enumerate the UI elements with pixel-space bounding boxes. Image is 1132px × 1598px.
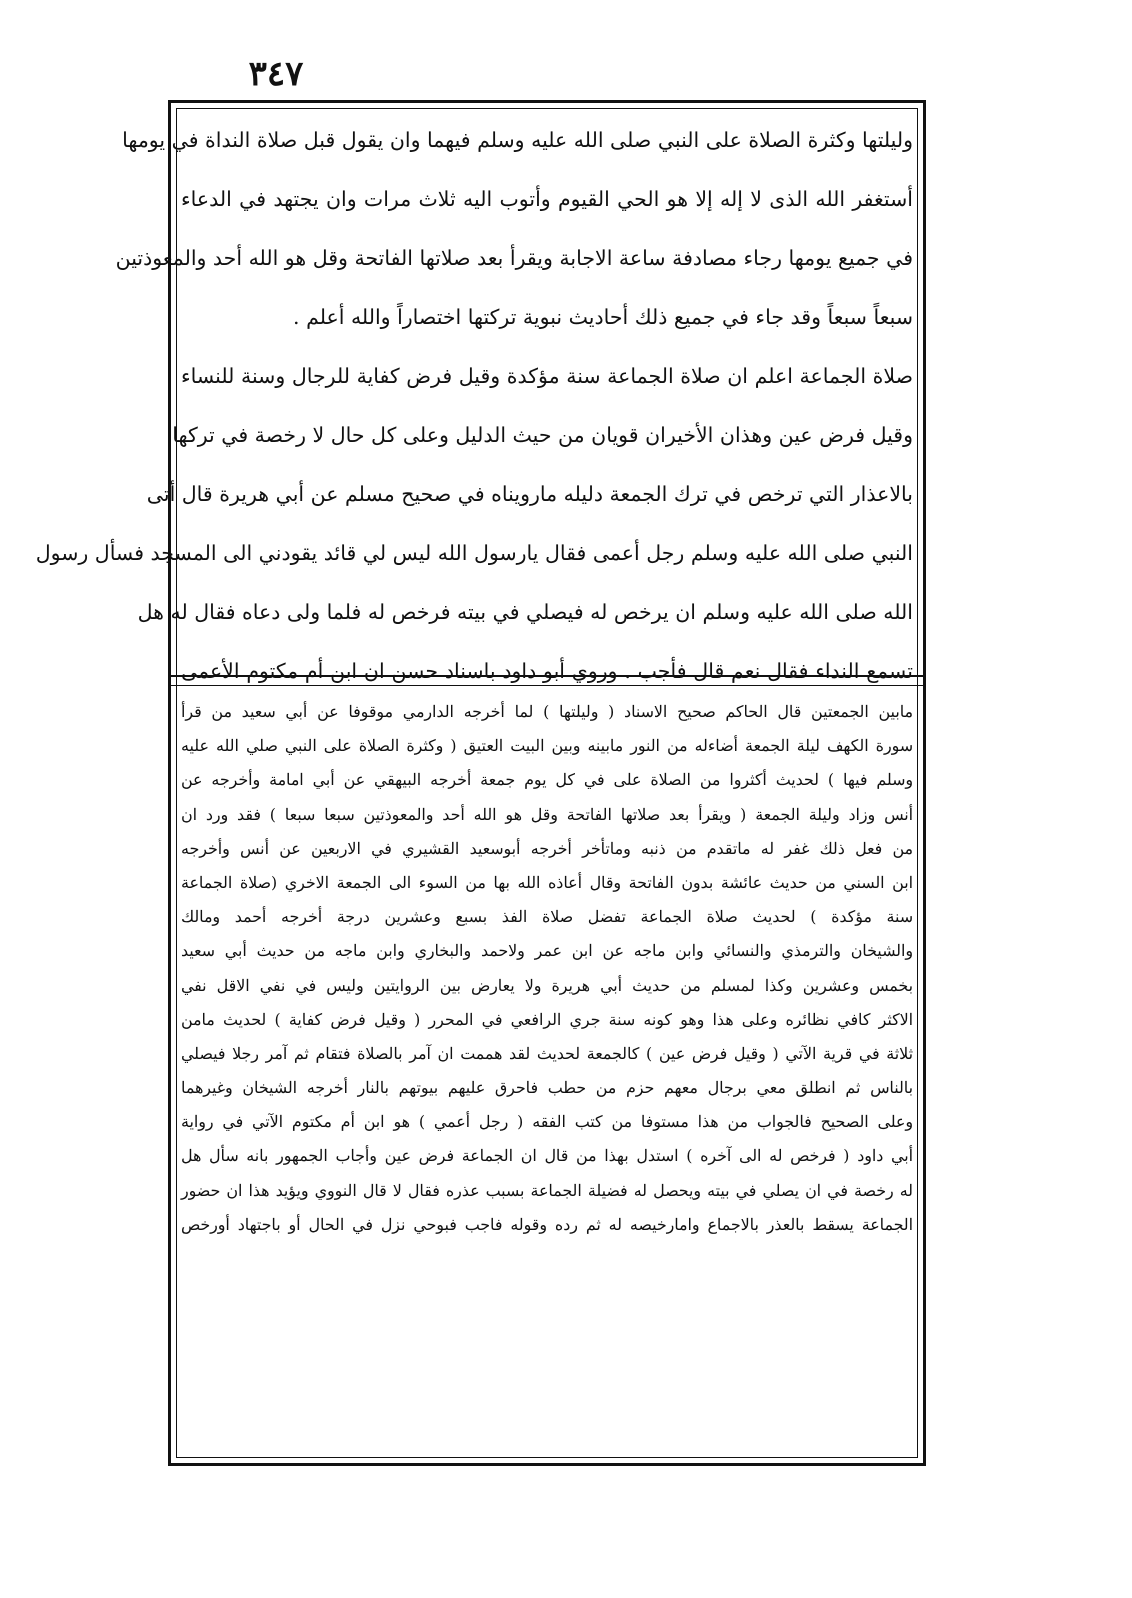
commentary-line: بخمس وعشرين وكذا لمسلم من حديث أبي هريرة ولا يعارض بين الروايتين وليس في نفي الاقل نفي bbox=[181, 975, 913, 995]
commentary-line: أنس وزاد وليلة الجمعة ( ويقرأ بعد صلاتها الفاتحة وقل هو الله أحد والمعوذتين سبعا سبعا ) فقد ورد ان bbox=[181, 804, 913, 824]
commentary-line: أبي داود ( فرخص له الى آخره ) استدل بهذا من قال ان الجماعة فرض عين وأجاب الجمهور بانه سأل هل bbox=[181, 1146, 913, 1166]
divider-rule bbox=[171, 685, 923, 686]
main-text-line: سبعاً سبعاً وقد جاء في جميع ذلك أحاديث نبوية تركتها اختصاراً والله أعلم . bbox=[293, 305, 913, 329]
main-text-line: صلاة الجماعة اعلم ان صلاة الجماعة سنة مؤكدة وقيل فرض كفاية للرجال وسنة للنساء bbox=[181, 364, 913, 388]
commentary-line: بالناس ثم انطلق معي برجال معهم حزم من حطب فاحرق عليهم بيوتهم بالنار أخرجه الشيخان وغيرهما bbox=[181, 1078, 913, 1098]
commentary-line: مابين الجمعتين قال الحاكم صحيح الاسناد ( وليلتها ) لما أخرجه الدارمي موقوفا عن أبي سعيد من قرأ bbox=[181, 702, 913, 721]
commentary-text bbox=[181, 695, 913, 1242]
divider-rule bbox=[171, 675, 923, 677]
commentary-line: سورة الكهف ليلة الجمعة أضاءله من النور مابينه وبين البيت العتيق ( وكثرة الصلاة على النبي صلي الله عليه bbox=[181, 736, 913, 756]
commentary-line: سنة مؤكدة ) لحديث صلاة الجماعة تفضل صلاة الفذ بسبع وعشرين درجة أخرجه أحمد ومالك bbox=[181, 907, 913, 927]
main-text-line: بالاعذار التي ترخص في ترك الجمعة دليله مارويناه في صحيح مسلم عن أبي هريرة قال أتى bbox=[146, 482, 913, 506]
commentary-line: والشيخان والترمذي والنسائي وابن ماجه عن ابن عمر ولاحمد والبخاري وابن ماجه من حديث أبي سعيد bbox=[181, 941, 913, 961]
commentary-line: الجماعة يسقط بالعذر بالاجماع وامارخيصه له ثم رده وقوله فاجب فبوحي نزل في الحال أو باجتهاد أورخص bbox=[181, 1214, 913, 1234]
main-text bbox=[35, 111, 913, 701]
commentary-line: ابن السني من حديث عائشة بدون الفاتحة وقال أعاذه الله بها من السوء الى الجمعة الاخري (صلاة الجماعة bbox=[181, 872, 913, 892]
commentary-line: من فعل ذلك غفر له ماتقدم من ذنبه وماتأخر أخرجه أبوسعيد القشيري في الاربعين عن أنس وأخرجه bbox=[181, 838, 913, 858]
main-text-line: النبي صلى الله عليه وسلم رجل أعمى فقال يارسول الله ليس لي قائد يقودني الى المسجد فسأل رسول bbox=[35, 541, 913, 565]
page-number: ٣٤٧ bbox=[248, 54, 304, 94]
main-text-line: وقيل فرض عين وهذان الأخيران قويان من حيث الدليل وعلى كل حال لا رخصة في تركها bbox=[172, 423, 913, 447]
commentary-line: وعلى الصحيح فالجواب من هذا مستوفا من كتب الفقه ( رجل أعمي ) هو ابن أم مكتوم الآتي في رواية bbox=[181, 1112, 913, 1132]
page-frame bbox=[35, 100, 926, 1466]
commentary-line: له رخصة في ان يصلي في بيته ويحصل له فضيلة الجماعة بسبب عذره فقال لا قال النووي ويؤيد هذا ان حضور bbox=[181, 1180, 913, 1200]
commentary-line: وسلم فيها ) لحديث أكثروا من الصلاة على في كل يوم جمعة أخرجه البيهقي عن أبي امامة وأخرجه عن bbox=[181, 770, 913, 790]
commentary-line: الاكثر كافي نظائره وعلى هذا وهو كونه سنة جري الرافعي في المحرر ( وقيل فرض كفاية ) لحديث مامن bbox=[181, 1009, 913, 1029]
commentary-line: ثلاثة في قرية الآتي ( وقيل فرض عين ) كالجمعة لحديث لقد هممت ان آمر بالصلاة فتقام ثم آمر رجلا فيصلي bbox=[181, 1043, 913, 1063]
main-text-line: الله صلى الله عليه وسلم ان يرخص له فيصلي في بيته فرخص له فلما ولى دعاه فقال له هل bbox=[137, 600, 913, 624]
main-text-line: وليلتها وكثرة الصلاة على النبي صلى الله عليه وسلم فيهما وان يقول قبل صلاة النداة في يومها bbox=[122, 128, 913, 152]
main-text-line: في جميع يومها رجاء مصادفة ساعة الاجابة ويقرأ بعد صلاتها الفاتحة وقل هو الله أحد والمعوذتين bbox=[115, 246, 913, 270]
main-text-line: أستغفر الله الذى لا إله إلا هو الحي القيوم وأتوب اليه ثلاث مرات وان يجتهد في الدعاء bbox=[181, 187, 913, 211]
main-text-line: تسمع النداء فقال نعم قال فأجب . وروي أبو داود باسناد حسن ان ابن أم مكتوم الأعمى bbox=[181, 659, 913, 683]
